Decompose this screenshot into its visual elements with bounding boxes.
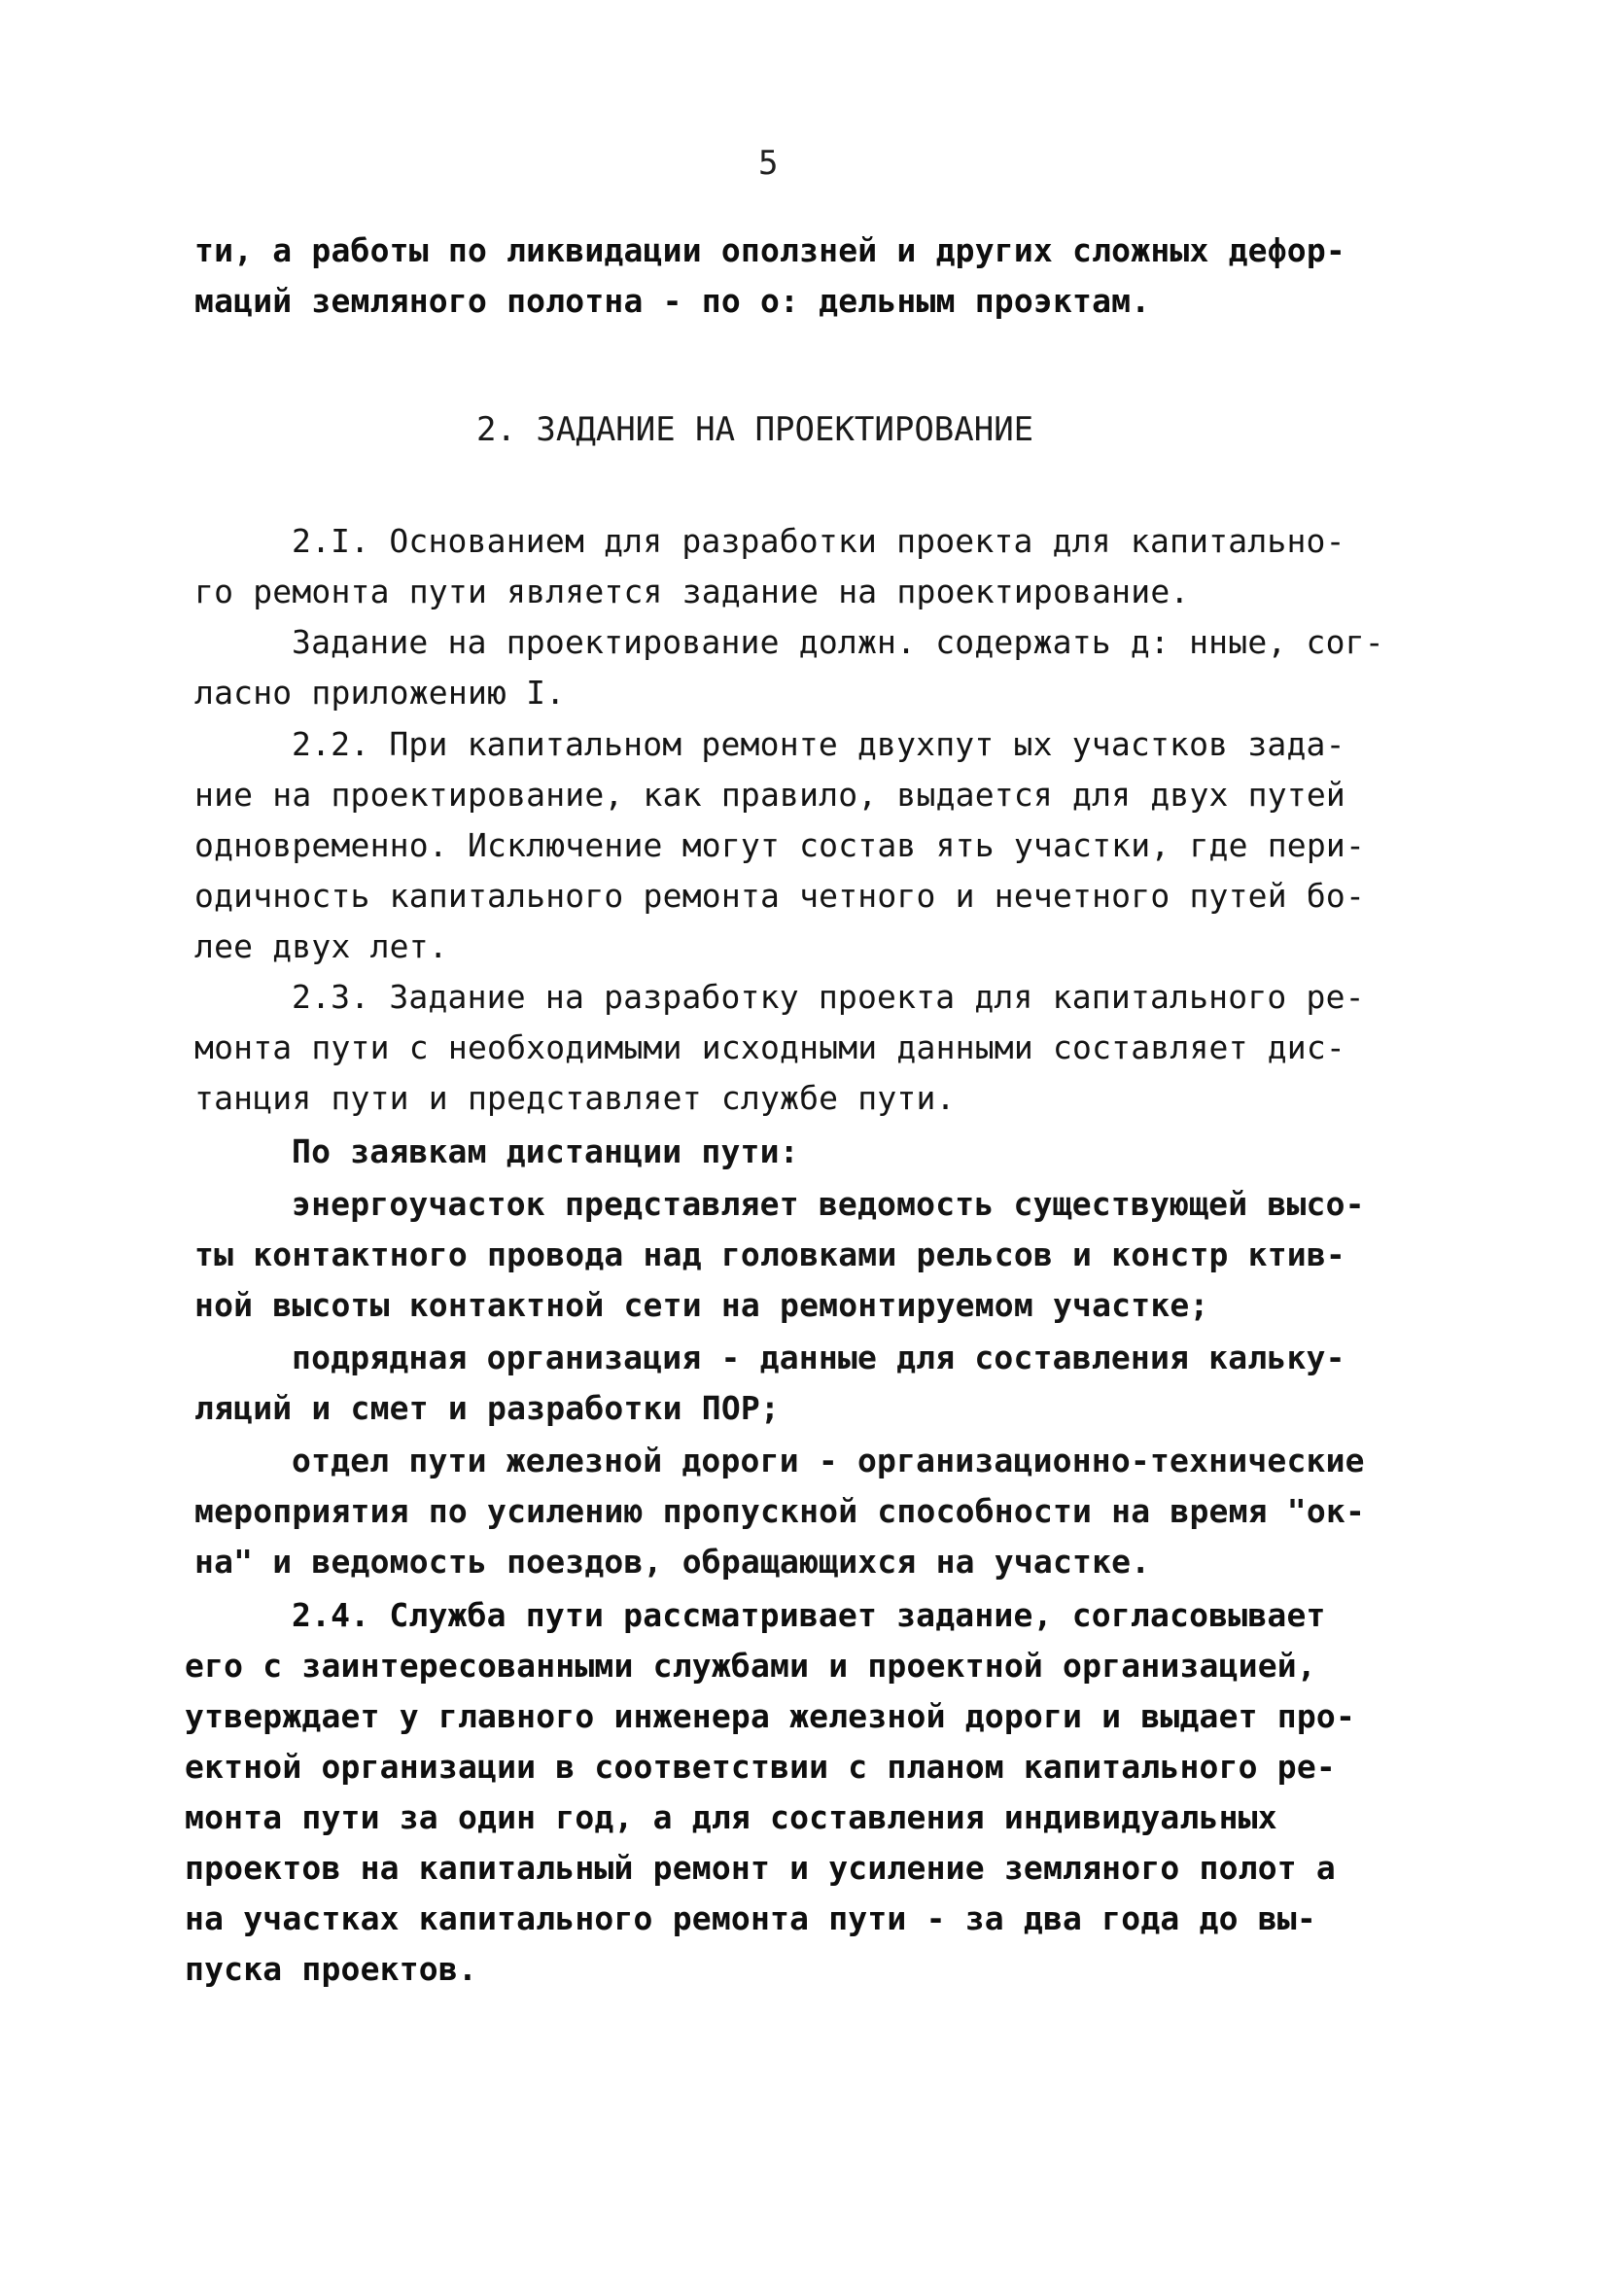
text-line: ти, а работы по ликвидации оползней и других сложных дефор- (194, 231, 1345, 269)
text-line: 2.I. Основанием для разработки проекта для капитально- (292, 522, 1345, 560)
text-line: ты контактного провода над головками рельсов и констр ктив- (194, 1235, 1345, 1273)
text-line: лее двух лет. (194, 927, 448, 965)
text-line: маций земляного полотна - по о: дельным проэктам. (194, 282, 1151, 320)
text-line: утверждает у главного инженера железной дороги и выдает про- (185, 1697, 1356, 1735)
text-line: энергоучасток представляет ведомость существующей высо- (292, 1185, 1365, 1223)
text-line: 2.3. Задание на разработку проекта для капитального ре- (292, 978, 1365, 1016)
text-line: По заявкам дистанции пути: (292, 1132, 799, 1170)
text-line: проектов на капитальный ремонт и усиление земляного полот а (185, 1849, 1336, 1887)
text-line: танция пути и представляет службе пути. (194, 1079, 956, 1117)
text-line: ной высоты контактной сети на ремонтируемом участке; (194, 1286, 1209, 1324)
page-number: 5 (758, 144, 779, 183)
text-line: мероприятия по усилению пропускной способности на время "ок- (194, 1492, 1366, 1530)
text-line: одновременно. Исключение могут состав ять участки, где пери- (194, 826, 1366, 864)
text-line: пуска проектов. (185, 1950, 478, 1988)
text-line: ляций и смет и разработки ПОР; (194, 1389, 781, 1427)
text-line: монта пути с необходимыми исходными данными составляет дис- (194, 1028, 1345, 1066)
text-line: Задание на проектирование должн. содержать д: нные, сог- (292, 623, 1384, 661)
text-line: его с заинтересованными службами и проектной организацией, (185, 1647, 1316, 1685)
text-line: одичность капитального ремонта четного и нечетного путей бо- (194, 877, 1366, 915)
text-line: 2.4. Служба пути рассматривает задание, согласовывает (292, 1596, 1326, 1634)
text-line: ние на проектирование, как правило, выдается для двух путей (194, 776, 1345, 814)
text-line: на" и ведомость поездов, обращающихся на участке. (194, 1543, 1151, 1581)
section-heading: 2. ЗАДАНИЕ НА ПРОЕКТИРОВАНИЕ (476, 410, 1034, 449)
text-line: монта пути за один год, а для составления индивидуальных (185, 1798, 1277, 1836)
text-line: го ремонта пути является задание на проектирование. (194, 573, 1190, 610)
text-line: 2.2. При капитальном ремонте двухпут ых участков зада- (292, 725, 1345, 763)
text-line: ектной организации в соответствии с планом капитального ре- (185, 1748, 1336, 1786)
text-line: на участках капитального ремонта пути - за два года до вы- (185, 1899, 1316, 1937)
text-line: ласно приложению I. (194, 674, 566, 712)
text-line: отдел пути железной дороги - организационно-технические (292, 1442, 1365, 1479)
text-line: подрядная организация - данные для составления кальку- (292, 1339, 1345, 1376)
